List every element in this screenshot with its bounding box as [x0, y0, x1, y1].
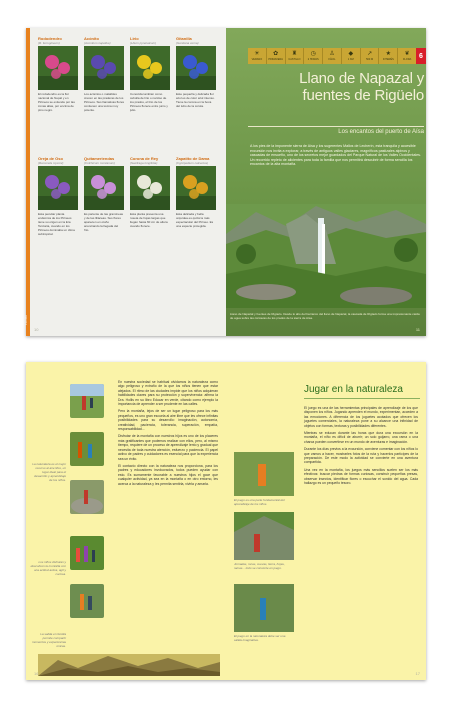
flower-photo — [130, 166, 170, 210]
flower-scientific-name: (Aconitum napellus) — [84, 41, 111, 45]
kids-rocks-photo — [70, 480, 104, 514]
flower-name: Corona de Rey — [130, 156, 159, 161]
flower-card-1 — [84, 36, 124, 150]
flower-scientific-name: (Saxifraga longifolia) — [130, 161, 158, 165]
photo-caption: Llano de Napazal y fuentes de Rigüelo. Desde lo alto del barranco del llano de Napazal, la cascada de Rigüelo forma una impresionante caída de agua sobre las cárcavas de los prados de la sierra de Aísa. — [230, 312, 420, 320]
star-icon: ★ INTERÉS — [379, 48, 398, 64]
flower-name: Gitanilla — [176, 36, 192, 41]
flower-scientific-name: (Ramonda myconi) — [38, 161, 64, 165]
family-hiking-photo — [70, 384, 104, 418]
flower-name: Acónito — [84, 36, 99, 41]
clock-icon: ◷ 2 HORAS — [304, 48, 323, 64]
photo-caption: Jornadas, rocas, cuevas, tierra, hojas, ramas... todo se convierte en juego. — [234, 562, 285, 570]
flower-icon: ✿ PRIMAVERA — [267, 48, 286, 64]
flora-band-label: FLORA — [24, 314, 29, 326]
paragraph: Pero la montaña, lejos de ser un lugar peligroso para los más pequeños, es uno gran escuela al aire libre que les ofrece infinitas posibilidades para su desarrollo: imaginación, autonomía, creatividad, paciencia, tolerancia, superación, empatía, responsabilidad... — [118, 409, 218, 432]
flora-band — [26, 28, 30, 336]
paragraph: En nuestra sociedad se habitual olvidamos la naturaleza como algo peligroso y extraño de la que los niños tienen que estar alejados. El ritmo de las ciudades impide que los niños adquieran habilidades claves para su protección y supervivencia: afirma la Dra. Hollis en su libro Educar en verde, citando como ejemplo la importancia de aprender a ser prudente en las calles. — [118, 380, 218, 407]
flower-photo — [38, 166, 78, 210]
sun-icon: ☀ VERANO — [248, 48, 267, 64]
paragraph: Durante los días previos a la excursión, conviene comentar con los niños lo que vamos a hacer, mostrarles fotos de la ruta y hacerlos partícipes de la preparación. De este modo la actividad se convierte en una aventura compartida. — [304, 447, 418, 465]
flower-name: Quitameriendas — [84, 156, 115, 161]
flower-name: Oreja de Oso — [38, 156, 63, 161]
route-title: Llano de Napazal y fuentes de Rigüelo — [299, 70, 424, 104]
title-divider — [304, 398, 420, 399]
flower-card-3 — [176, 36, 216, 150]
paragraph: Mientras se educan durante las horas que dura una excursión en la montaña, el niño es difícil de aburrir; un solo guijarro, una rama o una charca pueden convertirse en un mundo de aventuras e imaginación. — [304, 431, 418, 444]
leaf-icon: ❦ FLORA — [402, 51, 412, 61]
photo-caption: El juego es una parte fundamental del aprendizaje de los niños. — [234, 498, 285, 506]
spread-flora-napazal — [26, 28, 426, 336]
paragraph: Disfrutar de la montaña con nuestros hijos es uno de los placeres más gratificantes que podemos realizar con ellos, pero, al mismo tiempo, requiere de un proceso de aprendizaje lento y gradual que necesita de toda nuestra atención, esfuerzo y paciencia. El papel activo de padres y cuidadores es esencial para que la experiencia sea un éxito. — [118, 434, 218, 461]
route-subtitle: Los encantos del puerto de Aísa — [248, 126, 424, 137]
spread-jugar-naturaleza — [26, 362, 426, 680]
flower-description: Los acónitos o malabiles crecen en las praderas de los Pirineos. Sus llamativas flores contienen una toxina muy potente. — [84, 92, 124, 112]
route-icon: ↗ 500 M — [361, 48, 380, 64]
route-number-badge: 6 — [416, 48, 426, 64]
flower-name: Lirio — [130, 36, 139, 41]
page-number: 10 — [34, 327, 39, 332]
flower-description: Conocida también como cebolla de lirio o narciso de los prados, el lirio de los Pirineos florece entre junio y julio. — [130, 92, 168, 112]
kids-mountain-photo — [234, 512, 294, 560]
mountain-panorama-photo — [38, 654, 220, 676]
flower-description: Esta delicada y bella orquídea es quizá la más espectacular del Pirineo. Es una especie protegida. — [176, 212, 214, 228]
hikers-trail-photo — [70, 584, 104, 618]
paragraph: Una vez en la montaña, los juegos más sencillos suelen ser los más efectivos: buscar piedras de formas curiosas, construir pequeñas presas, observar insectos, identificar flores o escuchar el sonido del agua. Cada hallazgo es un pequeño tesoro. — [304, 467, 418, 486]
paragraph: El juego es una de las herramientas principales de aprendizaje de los que disponen los niños. Jugando aprenden el mundo, experimentan, acceden a las emociones. A diferencia de los juguetes acotados que ofrecen los juguetes comerciales, la naturaleza pone a su alcance una infinidad de objetos con formas, texturas y posibilidades diferentes. — [304, 406, 418, 428]
flower-card-4 — [38, 156, 78, 270]
flower-photo — [176, 166, 216, 210]
child-playing-photo — [234, 452, 294, 496]
page-number: 17 — [415, 671, 420, 676]
photo-caption: El juego en la naturaleza debe ser una salida imaginativa. — [234, 634, 286, 642]
flower-description: Es pariente de las gramíneas y de las liliáceas. Sus flores aparecen en otoño anunciando la llegada del frío. — [84, 212, 124, 232]
flower-card-0 — [38, 36, 78, 150]
boy-stick-photo — [234, 584, 294, 632]
article-text — [304, 406, 418, 489]
flower-scientific-name: (Colchicum montanum) — [84, 161, 116, 165]
photo-caption: Los niños disfrutan y descubren la montaña con una actitud activa, ágil y curiosa. — [30, 560, 66, 576]
flower-scientific-name: (Gentiana verna) — [176, 41, 199, 45]
family-meadow-photo — [70, 536, 104, 570]
flower-photo — [84, 166, 124, 210]
page-route-napazal — [226, 28, 426, 336]
page-jugar-naturaleza — [226, 362, 426, 680]
paragraph: El contacto directo con la naturaleza nos proporciona, para los padres y educadores involucrados, todos pueden ayudar con esto. Es sumamente favorable a nuestros hijos el goce que cualquier actividad, ya sea en la montaña o en otro entorno, les acerca a la naturaleza y les permita sentirla, vivirla y amarla. — [118, 463, 218, 486]
flower-scientific-name: (R. ferrugineum) — [38, 41, 60, 45]
route-intro: A los pies de la imponente sierra de Aísa y los sugerentes Mallos de Lecherín, esta tranquila y accesible excursión nos invita a explorar, a través de antiguos valles glaciares, magníficos pastizales alpinos y cascadas de ensueño, uno de los secretos mejor guardados del Parque Natural de los Valles Occidentales. Un recorrido repleto de alicientes para toda la familia que nos permitirá descubrir de forma sencilla los encantos de la alta montaña. — [250, 144, 421, 167]
page-flora — [26, 28, 226, 336]
flower-card-6 — [130, 156, 170, 270]
flower-card-5 — [84, 156, 124, 270]
flower-photo — [84, 46, 124, 90]
flower-scientific-name: (Cypripedium calceolus) — [176, 161, 209, 165]
photo-caption: La salida en familia permite compartir momentos y experiencias únicas. — [31, 632, 66, 648]
children-hiking-photo — [70, 432, 104, 466]
flower-photo — [176, 46, 216, 90]
flower-description: Este pequeña y delicada flor azul es de color azul intenso. Tiene la corona en la boca del tubo de la corola. — [176, 92, 215, 108]
flower-card-7 — [176, 156, 216, 270]
flower-description: Esta planta presenta una roseta de hojas largas que llegan hasta 60 cm de altura cuando florece. — [130, 212, 168, 228]
waterfall-landscape-photo — [226, 204, 426, 308]
photo-caption: La naturaleza es el mejor recurso al aire libre, un lugar ideal para el desarrollo y aprendizaje de los niños. — [32, 462, 66, 482]
castle-icon: ♜ CASTILLO — [286, 48, 305, 64]
flower-scientific-name: (Lilium pyrenaicum) — [130, 41, 157, 45]
flower-photo — [38, 46, 78, 90]
flower-card-2 — [130, 36, 170, 150]
article-text — [118, 380, 218, 489]
flower-name: Zapatito de Dama — [176, 156, 210, 161]
walker-icon: ♙ FÁCIL — [323, 48, 342, 64]
page-number: 16 — [34, 671, 39, 676]
flower-description: El rododendro es la flor nacional de Nepal y en Pirineos se extiende por las zonas altas, por encima de pino negro. — [38, 92, 75, 112]
flower-description: Esta peculiar planta endémica de los Pirineos tiene su origen en la Era Terciaria, cuando en los Pirineos dominaba un clima subtropical. — [38, 212, 75, 236]
page-number: 11 — [415, 327, 420, 332]
section-title: Jugar en la naturaleza — [304, 384, 403, 395]
drop-icon: ◆ 1 KM — [342, 48, 361, 64]
route-info-icon-bar — [248, 48, 416, 64]
page-educar-verde — [26, 362, 226, 680]
flower-name: Rododendro — [38, 36, 62, 41]
flower-grid — [38, 36, 220, 270]
flower-photo — [130, 46, 170, 90]
